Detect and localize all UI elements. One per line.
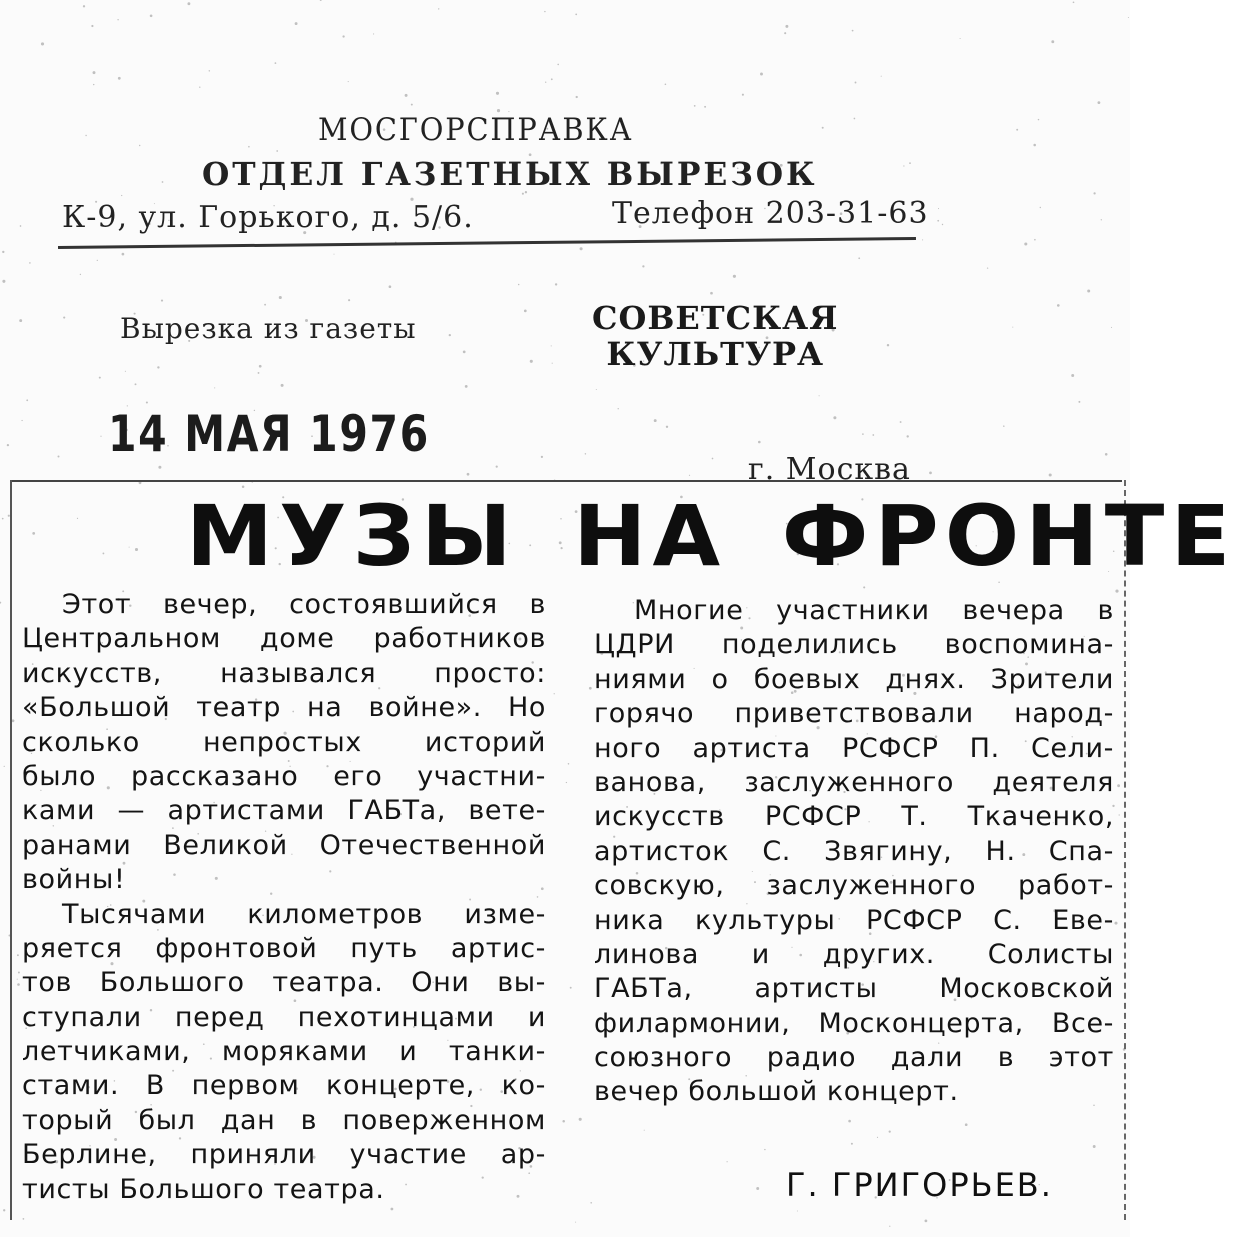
article-line: тисты Большого театра. xyxy=(22,1173,385,1205)
newspaper-name-line2: КУЛЬТУРА xyxy=(606,335,825,373)
article-author: Г. ГРИГОРЬЕВ. xyxy=(786,1166,1053,1204)
newspaper-name xyxy=(592,300,838,372)
article-line: ниями о боевых днях. Зрители xyxy=(594,663,1114,695)
article-line: горячо приветствовали народ- xyxy=(594,698,1114,730)
article-line: ного артиста РСФСР П. Сели- xyxy=(594,732,1114,764)
article-line: ЦДРИ поделились воспомина- xyxy=(594,629,1114,661)
clipping-edge-right xyxy=(1124,480,1126,1220)
article-line: совскую, заслуженного работ- xyxy=(594,870,1114,902)
newspaper-name-line1: СОВЕТСКАЯ xyxy=(592,299,839,337)
article-line: ряется фронтовой путь артис- xyxy=(22,932,546,964)
article-column-right xyxy=(594,594,1114,1110)
article-column-left xyxy=(22,588,546,1207)
article-line: ступали перед пехотинцами и xyxy=(22,1001,546,1033)
article-line: «Большой театр на войне». Но xyxy=(22,692,546,724)
article-line: было рассказано его участни- xyxy=(22,760,546,792)
article-line: Берлине, приняли участие ар- xyxy=(22,1139,546,1171)
article-line: Многие участники вечера в xyxy=(634,595,1114,626)
article-line: ранами Великой Отечественной xyxy=(22,829,546,861)
stamp-underline xyxy=(58,237,916,249)
article-line: стами. В первом концерте, ко- xyxy=(22,1070,546,1102)
clipping-edge-top xyxy=(10,480,1122,482)
article-line: Этот вечер, состоявшийся в xyxy=(62,589,546,620)
article-line: искусств, назывался просто: xyxy=(22,657,546,689)
article-line: линова и других. Солисты xyxy=(594,938,1114,970)
article-line: торый был дан в поверженном xyxy=(22,1104,546,1136)
stamp-phone: Телефон 203-31-63 xyxy=(612,196,929,231)
stamp-address: К-9, ул. Горького, д. 5/6. xyxy=(62,200,474,235)
article-line: Тысячами километров изме- xyxy=(62,898,546,930)
article-line: тов Большого театра. Они вы- xyxy=(22,967,546,999)
article-line: ванова, заслуженного деятеля xyxy=(594,766,1114,798)
article-line: филармонии, Москонцерта, Все- xyxy=(594,1007,1114,1039)
article-line: союзного радио дали в этот xyxy=(594,1042,1114,1074)
article-line: искусств РСФСР Т. Ткаченко, xyxy=(594,801,1114,833)
article-line: ГАБТа, артисты Московской xyxy=(594,973,1114,1005)
clipping-edge-left xyxy=(10,480,12,1220)
article-line: артисток С. Звягину, Н. Спа- xyxy=(594,835,1114,867)
article-line: войны! xyxy=(22,864,126,896)
article-headline: МУЗЫ НА ФРОНТЕ xyxy=(186,487,1237,585)
article-line: вечер большой концерт. xyxy=(594,1076,959,1108)
article-line: Центральном доме работников xyxy=(22,623,546,655)
article-line: летчиками, моряками и танки- xyxy=(22,1036,546,1068)
stamp-department: ОТДЕЛ ГАЗЕТНЫХ ВЫРЕЗОК xyxy=(202,155,818,193)
date-stamp: 14 МАЯ 1976 xyxy=(108,405,430,463)
city-label: г. Москва xyxy=(748,452,911,487)
stamp-organization: МОСГОРСПРАВКА xyxy=(318,112,634,148)
article-line: сколько непростых историй xyxy=(22,726,546,758)
clipping-label: Вырезка из газеты xyxy=(120,312,417,345)
article-line: ника культуры РСФСР С. Еве- xyxy=(594,904,1114,936)
article-line: ками — артистами ГАБТа, вете- xyxy=(22,795,546,827)
